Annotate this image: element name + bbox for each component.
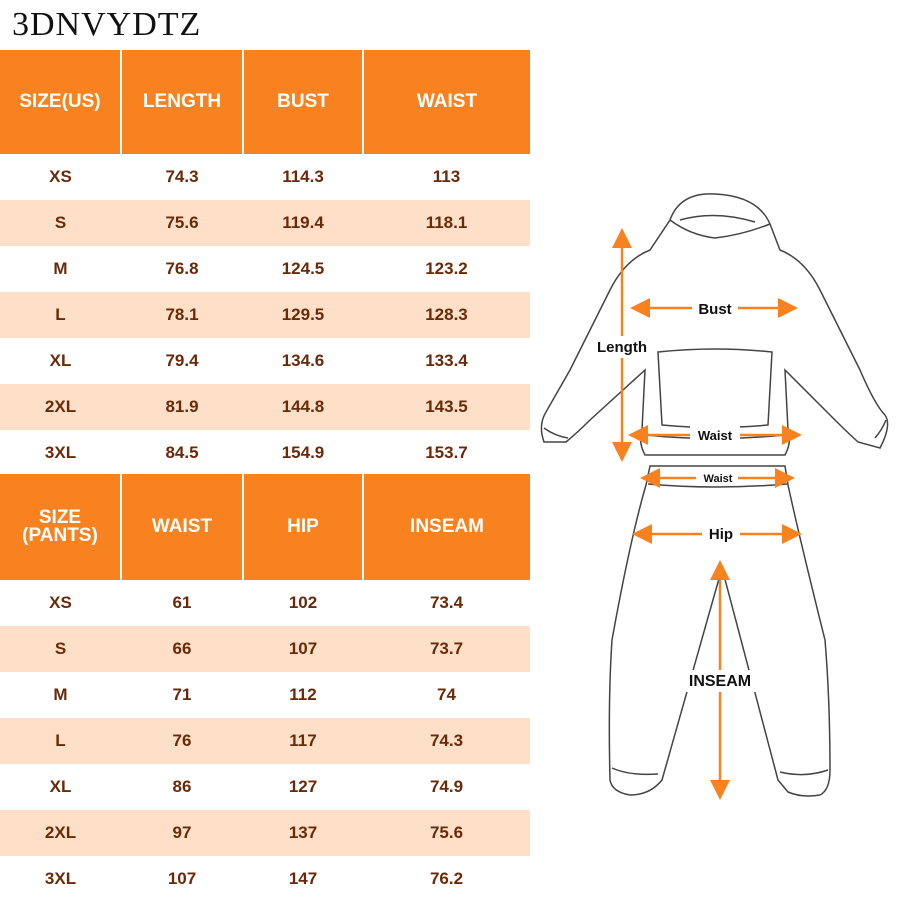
measurement-cell: 76 [121,718,243,764]
header-cell: WAIST [363,50,530,154]
measurement-cell: 154.9 [281,443,325,462]
measurement-cell: 102 [288,593,318,612]
size-cell: M [53,259,68,278]
measurement-cell: 84.5 [165,443,199,462]
size-cell: L [0,292,121,338]
pants-size-table-body [0,474,530,902]
measurement-cell: 117 [243,718,363,764]
measurement-cell: 75.6 [363,810,530,856]
table-row [0,430,530,476]
table-row [0,672,530,718]
table-row [0,292,530,338]
measurement-cell: 74.9 [429,777,464,796]
measurement-cell: 147 [288,869,318,888]
hoodie-outline-icon [541,194,887,455]
size-cell: 2XL [0,384,121,430]
measurement-cell: 86 [172,777,192,796]
brand-logo: 3DNVYDTZ [12,6,202,43]
pants-size-table [0,474,530,902]
measurement-cell: 114.3 [282,167,324,186]
measurement-cell: 113 [432,167,461,186]
measurement-cell: 143.5 [363,384,530,430]
measurement-cell: 119.4 [243,200,363,246]
table-row [0,580,530,626]
measurement-cell: 76.8 [165,259,199,278]
measurement-cell: 134.6 [281,351,325,370]
header-cell: INSEAM [363,474,530,580]
measurement-cell: 144.8 [243,384,363,430]
size-cell: XS [49,593,72,612]
size-cell: 3XL [44,869,77,888]
hoodie-waist-label: Waist [697,428,733,443]
header-cell: WAIST [121,474,243,580]
measurement-cell: 129.5 [243,292,363,338]
table-row [0,856,530,902]
measurement-cell: 81.9 [121,384,243,430]
table-row [0,810,530,856]
measurement-cell: 66 [121,626,243,672]
measurement-cell: 76.2 [429,869,464,888]
measurement-cell: 133.4 [425,351,468,370]
measurement-cell: 74.3 [165,167,199,186]
garment-diagram [530,180,900,820]
size-cell: S [0,200,121,246]
measurement-cell: 73.4 [429,593,464,612]
length-label: Length [597,339,647,356]
measurement-cell: 78.1 [121,292,243,338]
measurement-cell: 75.6 [121,200,243,246]
header-cell: HIP [243,474,363,580]
size-cell: S [0,626,121,672]
hip-label: Hip [708,526,734,543]
measurement-cell: 124.5 [281,259,325,278]
measurement-cell: 97 [121,810,243,856]
measurement-cell: 73.7 [363,626,530,672]
top-size-table-body [0,50,530,476]
top-size-table [0,50,530,476]
bust-label: Bust [698,301,732,318]
measurement-cell: 123.2 [425,259,468,278]
size-cell: XL [49,351,72,370]
measurement-cell: 127 [288,777,318,796]
table-row [0,338,530,384]
table-row [0,154,530,200]
size-cell: 3XL [44,443,77,462]
table-row [0,718,530,764]
header-cell: BUST [243,50,363,154]
table-row [0,246,530,292]
measurement-cell: 61 [172,593,192,612]
measurement-arrows [622,238,792,790]
size-cell: 2XL [0,810,121,856]
size-cell: XS [49,167,72,186]
header-cell: SIZE(US) [0,50,121,154]
table-row [0,384,530,430]
measurement-cell: 74 [437,685,456,704]
measurement-cell: 137 [243,810,363,856]
measurement-cell: 153.7 [425,443,468,462]
measurement-cell: 74.3 [363,718,530,764]
size-cell: L [0,718,121,764]
table-header-row [0,474,530,580]
header-cell: LENGTH [121,50,243,154]
inseam-label: INSEAM [688,673,752,690]
table-row [0,626,530,672]
measurement-cell: 118.1 [363,200,530,246]
measurement-cell: 79.4 [165,351,199,370]
measurement-cell: 112 [289,685,317,704]
pants-waist-label: Waist [703,473,733,485]
measurement-cell: 71 [172,685,192,704]
measurement-cell: 107 [167,869,197,888]
size-cell: M [53,685,68,704]
measurement-cell: 107 [243,626,363,672]
table-header-row [0,50,530,154]
size-cell: XL [49,777,72,796]
table-row [0,764,530,810]
table-row [0,200,530,246]
measurement-cell: 128.3 [363,292,530,338]
header-cell: SIZE (PANTS) [0,474,121,580]
